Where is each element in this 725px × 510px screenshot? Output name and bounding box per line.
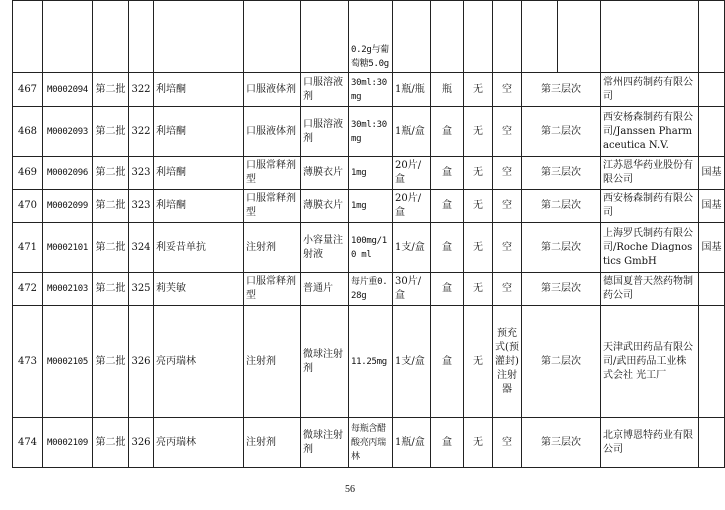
batch-cell: 第二批 xyxy=(93,306,129,418)
batch-cell: 第二批 xyxy=(93,107,129,157)
subform-cell: 口服溶液剂 xyxy=(301,73,349,107)
note-cell xyxy=(699,273,725,306)
form-cell: 口服液体剂 xyxy=(244,73,301,107)
no-cell: 473 xyxy=(13,306,43,418)
name-cell: 利培酮 xyxy=(154,190,244,223)
seq-cell: 322 xyxy=(129,107,154,157)
pack-cell: 30片/盒 xyxy=(393,273,431,306)
code-cell: M0002103 xyxy=(43,273,93,306)
spec-cell: 30ml:30mg xyxy=(349,107,393,157)
note-cell xyxy=(699,73,725,107)
table-row xyxy=(13,273,725,306)
level-cell: 第二层次 xyxy=(522,190,601,223)
type-cell: 空 xyxy=(493,107,522,157)
batch-cell: 第二批 xyxy=(93,223,129,273)
pack-cell: 1支/盒 xyxy=(393,223,431,273)
form-cell: 口服常释剂型 xyxy=(244,273,301,306)
company-cell: 常州四药制药有限公司 xyxy=(601,73,699,107)
flag-cell: 无 xyxy=(464,306,493,418)
code-cell: M0002094 xyxy=(43,73,93,107)
flag-cell: 无 xyxy=(464,157,493,190)
table-row xyxy=(13,418,725,468)
code-cell: M0002105 xyxy=(43,306,93,418)
pack-cell: 20片/盒 xyxy=(393,190,431,223)
name-cell: 亮丙瑞林 xyxy=(154,418,244,468)
unit-cell: 盒 xyxy=(431,190,464,223)
company-cell: 西安杨森制药有限公司 xyxy=(601,190,699,223)
company-cell: 江苏恩华药业股份有限公司 xyxy=(601,157,699,190)
no-cell: 469 xyxy=(13,157,43,190)
seq-cell: 323 xyxy=(129,190,154,223)
unit-cell: 盒 xyxy=(431,273,464,306)
company-cell: 北京博恩特药业有限公司 xyxy=(601,418,699,468)
spec-cell: 每片重0.28g xyxy=(349,273,393,306)
unit-cell: 盒 xyxy=(431,306,464,418)
no-cell: 472 xyxy=(13,273,43,306)
note-cell xyxy=(699,107,725,157)
unit-cell: 瓶 xyxy=(431,73,464,107)
page-number: 56 xyxy=(345,484,355,495)
table-row xyxy=(13,223,725,273)
pack-cell: 1瓶/盒 xyxy=(393,418,431,468)
name-cell: 利妥昔单抗 xyxy=(154,223,244,273)
spec-cell: 1mg xyxy=(349,157,393,190)
spec-cell: 0.2g与葡萄糖5.0g xyxy=(349,1,393,73)
note-cell xyxy=(699,306,725,418)
form-cell: 口服常释剂型 xyxy=(244,190,301,223)
table-row xyxy=(13,157,725,190)
subform-cell: 小容量注射液 xyxy=(301,223,349,273)
company-cell: 西安杨森制药有限公司/Janssen Pharmaceutica N.V. xyxy=(601,107,699,157)
table-row xyxy=(13,73,725,107)
pack-cell: 1瓶/盒 xyxy=(393,107,431,157)
flag-cell: 无 xyxy=(464,223,493,273)
name-cell: 利培酮 xyxy=(154,157,244,190)
flag-cell: 无 xyxy=(464,73,493,107)
no-cell: 474 xyxy=(13,418,43,468)
code-cell: M0002109 xyxy=(43,418,93,468)
flag-cell: 无 xyxy=(464,107,493,157)
spec-cell: 11.25mg xyxy=(349,306,393,418)
unit-cell: 盒 xyxy=(431,223,464,273)
flag-cell: 无 xyxy=(464,418,493,468)
subform-cell: 微球注射剂 xyxy=(301,306,349,418)
unit-cell: 盒 xyxy=(431,107,464,157)
spec-cell: 1mg xyxy=(349,190,393,223)
pack-cell: 1瓶/瓶 xyxy=(393,73,431,107)
code-cell: M0002099 xyxy=(43,190,93,223)
seq-cell: 324 xyxy=(129,223,154,273)
name-cell: 利培酮 xyxy=(154,73,244,107)
flag-cell: 无 xyxy=(464,190,493,223)
company-cell: 天津武田药品有限公司/武田药品工业株式会社 光工厂 xyxy=(601,306,699,418)
subform-cell: 微球注射剂 xyxy=(301,418,349,468)
table-row-continued xyxy=(13,1,725,73)
note-cell xyxy=(699,418,725,468)
batch-cell: 第二批 xyxy=(93,418,129,468)
form-cell: 口服常释剂型 xyxy=(244,157,301,190)
code-cell: M0002096 xyxy=(43,157,93,190)
seq-cell: 322 xyxy=(129,73,154,107)
unit-cell: 盒 xyxy=(431,418,464,468)
batch-cell: 第二批 xyxy=(93,157,129,190)
seq-cell: 323 xyxy=(129,157,154,190)
form-cell: 注射剂 xyxy=(244,418,301,468)
code-cell: M0002093 xyxy=(43,107,93,157)
type-cell: 预充式(预灌封)注射器 xyxy=(493,306,522,418)
type-cell: 空 xyxy=(493,190,522,223)
table-row xyxy=(13,190,725,223)
level-cell: 第二层次 xyxy=(522,223,601,273)
name-cell: 利培酮 xyxy=(154,107,244,157)
pack-cell: 1支/盒 xyxy=(393,306,431,418)
no-cell: 471 xyxy=(13,223,43,273)
spec-cell: 30ml:30mg xyxy=(349,73,393,107)
pack-cell: 20片/盒 xyxy=(393,157,431,190)
company-cell: 德国夏普天然药物制药公司 xyxy=(601,273,699,306)
no-cell: 467 xyxy=(13,73,43,107)
name-cell: 莉芙敏 xyxy=(154,273,244,306)
code-cell: M0002101 xyxy=(43,223,93,273)
spec-cell: 每瓶含醋酸亮丙瑞林 xyxy=(349,418,393,468)
level-cell: 第三层次 xyxy=(522,418,601,468)
name-cell: 亮丙瑞林 xyxy=(154,306,244,418)
batch-cell: 第二批 xyxy=(93,73,129,107)
note-cell: 国基 xyxy=(699,223,725,273)
level-cell: 第三层次 xyxy=(522,273,601,306)
table-row xyxy=(13,306,725,418)
seq-cell: 326 xyxy=(129,418,154,468)
flag-cell: 无 xyxy=(464,273,493,306)
subform-cell: 薄膜衣片 xyxy=(301,190,349,223)
type-cell: 空 xyxy=(493,157,522,190)
company-cell: 上海罗氏制药有限公司/Roche Diagnostics GmbH xyxy=(601,223,699,273)
type-cell: 空 xyxy=(493,273,522,306)
level-cell: 第三层次 xyxy=(522,157,601,190)
level-cell: 第二层次 xyxy=(522,107,601,157)
level-cell: 第二层次 xyxy=(522,306,601,418)
form-cell: 注射剂 xyxy=(244,223,301,273)
table-row xyxy=(13,107,725,157)
type-cell: 空 xyxy=(493,73,522,107)
note-cell: 国基 xyxy=(699,190,725,223)
form-cell: 口服液体剂 xyxy=(244,107,301,157)
unit-cell: 盒 xyxy=(431,157,464,190)
form-cell: 注射剂 xyxy=(244,306,301,418)
seq-cell: 326 xyxy=(129,306,154,418)
subform-cell: 口服溶液剂 xyxy=(301,107,349,157)
type-cell: 空 xyxy=(493,418,522,468)
no-cell: 468 xyxy=(13,107,43,157)
batch-cell: 第二批 xyxy=(93,273,129,306)
drug-catalog-table xyxy=(12,0,725,468)
type-cell: 空 xyxy=(493,223,522,273)
subform-cell: 普通片 xyxy=(301,273,349,306)
no-cell: 470 xyxy=(13,190,43,223)
spec-cell: 100mg/10 ml xyxy=(349,223,393,273)
batch-cell: 第二批 xyxy=(93,190,129,223)
seq-cell: 325 xyxy=(129,273,154,306)
level-cell: 第三层次 xyxy=(522,73,601,107)
subform-cell: 薄膜衣片 xyxy=(301,157,349,190)
note-cell: 国基 xyxy=(699,157,725,190)
